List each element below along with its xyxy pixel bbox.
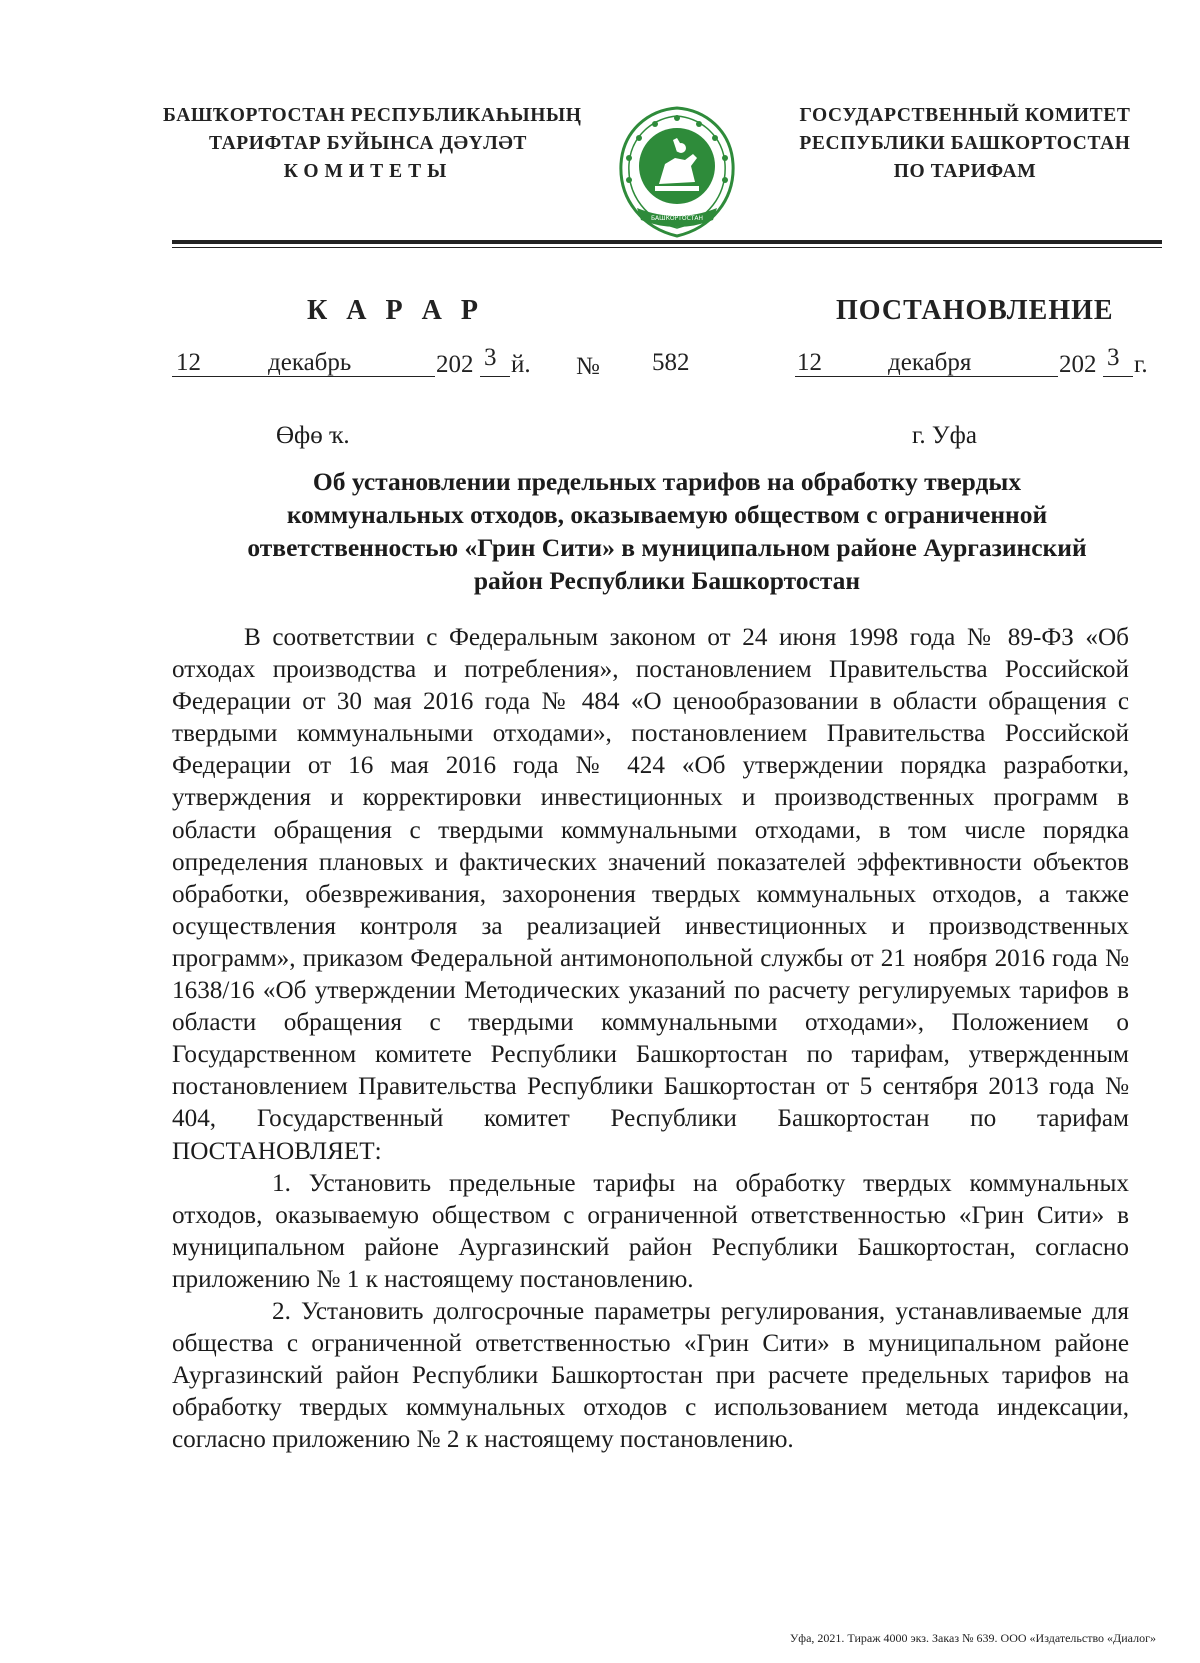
header-divider-thick bbox=[172, 240, 1162, 244]
date-right-year-prefix: 202 bbox=[1059, 351, 1097, 378]
header-right-russian bbox=[770, 102, 1160, 186]
header-divider-thin bbox=[172, 247, 1162, 248]
date-right-year-digit: 3 bbox=[1107, 344, 1120, 371]
date-left-underline bbox=[172, 376, 435, 377]
emblem-ribbon-text: БАШКОРТОСТАН bbox=[650, 215, 704, 222]
header-left-bashkir bbox=[163, 102, 582, 186]
date-left-year-suffix: й. bbox=[511, 351, 531, 378]
document-title-line: ответственностью «Грин Сити» в муниципальном районе Аургазинский bbox=[247, 533, 1087, 562]
date-left-year-prefix: 202 bbox=[436, 351, 474, 378]
document-title-line: Об установлении предельных тарифов на обработку твердых bbox=[312, 467, 1022, 496]
document-title-line: коммунальных отходов, оказываемую обществом с ограниченной bbox=[286, 500, 1048, 529]
date-left-month: декабрь bbox=[268, 349, 352, 376]
date-right-underline bbox=[795, 376, 1058, 377]
date-left-year-underline bbox=[480, 376, 510, 377]
document-title bbox=[172, 465, 1162, 597]
item-1-paragraph: 1. Установить предельные тарифы на обработку твердых коммунальных отходов, оказываемую обществом с ограниченной ответственностью «Грин Сити» в муниципальном районе Аургазинский район Республики Башкортостан, согласно приложению № 1 к настоящему постановлению. bbox=[172, 1169, 1129, 1293]
date-left-day: 12 bbox=[176, 349, 201, 376]
document-number: 582 bbox=[652, 349, 690, 376]
header-right-line: ПО ТАРИФАМ bbox=[893, 161, 1037, 182]
date-right-year-underline bbox=[1103, 376, 1133, 377]
header-left-line: ТАРИФТАР БУЙЫНСА ДӘҮЛӘТ bbox=[208, 133, 528, 154]
header-left-line: БАШҠОРТОСТАН РЕСПУБЛИКАҺЫНЫҢ bbox=[163, 105, 582, 126]
date-right-day: 12 bbox=[797, 349, 822, 376]
title-karar: К А Р А Р bbox=[307, 295, 484, 326]
print-footer: Уфа, 2021. Тираж 4000 экз. Заказ № 639. ООО «Издательство «Диалог» bbox=[789, 1631, 1156, 1645]
date-right-year-suffix: г. bbox=[1134, 351, 1148, 378]
title-postanovlenie: ПОСТАНОВЛЕНИЕ bbox=[836, 295, 1114, 326]
date-left-year-digit: 3 bbox=[484, 344, 497, 371]
city-right: г. Уфа bbox=[912, 422, 977, 449]
item-2-paragraph: 2. Установить долгосрочные параметры регулирования, устанавливаемые для общества с ограниченной ответственностью «Грин Сити» в муниципальном районе Аургазинский район Республики Башкортостан при расчете предельных тарифов на обработку твердых коммунальных отходов с использованием метода индексации, согласно приложению № 2 к настоящему постановлению. bbox=[172, 1297, 1129, 1454]
city-left: Өфө ҡ. bbox=[276, 422, 350, 449]
header-right-line: ГОСУДАРСТВЕННЫЙ КОМИТЕТ bbox=[799, 105, 1131, 126]
date-right-month: декабря bbox=[888, 349, 972, 376]
header-right-line: РЕСПУБЛИКИ БАШКОРТОСТАН bbox=[799, 133, 1131, 154]
document-title-line: район Республики Башкортостан bbox=[473, 566, 861, 595]
document-body bbox=[172, 622, 1129, 1456]
coat-of-arms-icon bbox=[615, 104, 739, 240]
header-left-line: КОМИТЕТЫ bbox=[283, 161, 453, 182]
preamble-paragraph: В соответствии с Федеральным законом от 24 июня 1998 года № 89-ФЗ «Об отходах производства и потребления», постановлением Правительства Российской Федерации от 30 мая 2016 года № 484 «О ценообразовании в области обращения с твердыми коммунальными отходами», постановлением Правительства Российской Федерации от 16 мая 2016 года № 424 «Об утверждении порядка разработки, утверждения и корректировки инвестиционных и производственных программ в области обращения с твердыми коммунальными отходами, в том числе порядка определения плановых и фактических значений показателей эффективности объектов обработки, обезвреживания, захоронения твердых коммунальных отходов, а также осуществления контроля за реализацией инвестиционных и производственных программ», приказом Федеральной антимонопольной службы от 21 ноября 2016 года № 1638/16 «Об утверждении Методических указаний по расчету регулируемых тарифов в области обращения с твердыми коммунальными отходами», Положением о Государственном комитете Республики Башкортостан по тарифам, утвержденным постановлением Правительства Республики Башкортостан от 5 сентября 2013 года № 404, Государственный комитет Республики Башкортостан по тарифам ПОСТАНОВЛЯЕТ: bbox=[172, 624, 1129, 1165]
number-sign: № bbox=[576, 353, 600, 380]
